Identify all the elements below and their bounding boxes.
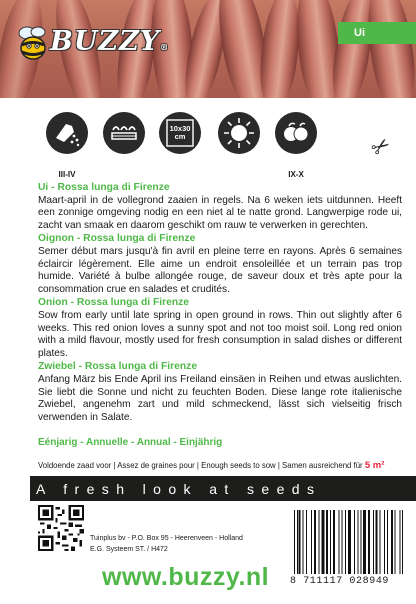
scissors-icon: ✂	[366, 131, 396, 163]
annual-label: Eénjarig - Annuelle - Annual - Einjährig	[38, 437, 223, 448]
sun-icon	[218, 112, 260, 154]
seed-tray-icon	[103, 112, 145, 154]
sufficient-seeds-line	[38, 460, 384, 471]
slogan-text: A fresh look at seeds	[36, 480, 322, 497]
harvest-icon	[275, 112, 317, 154]
registered-mark: ®	[160, 42, 170, 52]
barcode	[292, 510, 414, 576]
section-title: Oignon - Rossa lunga di Firenze	[38, 233, 196, 245]
qr-code	[38, 505, 84, 551]
section-body: Semer début mars jusqu'à fin avril en pleine terre en rayons. Après 6 semaines éclaircir légèrement. Elle aime un endroit ensoleillée et un terrain pas trop humide. Variété à bulbe allongée rouge, de saveur doux et très apte pour la consommation crue en salades et crudités.	[38, 245, 402, 295]
section-en	[38, 297, 402, 360]
sufficient-text: Voldoende zaad voor | Assez de graines pour | Enough seeds to sow | Samen ausreichend für	[38, 461, 363, 470]
sow-area: 5 m²	[364, 460, 385, 471]
spacing-value: 10x30 cm	[169, 124, 191, 141]
section-body: Maart-april in de vollegrond zaaien in regels. Na 6 weken iets uitdunnen. Heeft een zonnige omgeving nodig en een niet al te natte grond. Langwerpige rode ui, zacht van smaak en daarom geschikt om rauw te verwerken in gerechten.	[38, 194, 402, 231]
section-title: Onion - Rossa lunga di Firenze	[38, 297, 190, 309]
section-fr	[38, 233, 402, 296]
description-sections	[38, 182, 402, 424]
barcode-number: 8 711117 028949	[290, 576, 390, 587]
brand-name: BUZZY	[50, 26, 161, 57]
section-body: Sow from early until late spring in open ground in rows. Thin out slightly after 6 weeks. This red onion loves a sunny spot and not too moist soil. Long red onion with a mild flavour, mostly used for fresh consumption in salad dishes or different plates.	[38, 309, 402, 359]
section-body: Anfang März bis Ende April ins Freiland einsäen in Reihen und etwas auslichten. Sie liebt die Sonne und nicht zu feuchten Boden. Diese lange rote italienische Zwiebel, angenehm zart und mild schmeckend, lässt sich vielseitig frisch verwenden in Salate.	[38, 373, 402, 423]
address-line: Tuinplus bv - P.O. Box 95 - Heerenveen - Holland	[90, 535, 243, 542]
address-line: E.G. Systeem ST. / H472	[90, 546, 168, 554]
sowing-period-label: III-IV	[58, 170, 76, 179]
category-badge	[338, 22, 416, 44]
spacing-icon	[159, 112, 201, 154]
category-label: Ui	[354, 27, 365, 39]
slogan-bar	[30, 476, 416, 501]
brand-logo	[14, 8, 170, 68]
section-title: Ui - Rossa lunga di Firenze	[38, 182, 170, 193]
website-link[interactable]: www.buzzy.nl	[102, 563, 270, 591]
section-nl	[38, 182, 402, 232]
section-title: Zwiebel - Rossa lunga di Firenze	[38, 361, 198, 373]
harvest-period-label: IX-X	[288, 170, 304, 179]
sowing-icon	[46, 112, 88, 154]
bee-icon	[14, 24, 52, 62]
section-de	[38, 361, 402, 424]
company-address	[90, 533, 243, 556]
